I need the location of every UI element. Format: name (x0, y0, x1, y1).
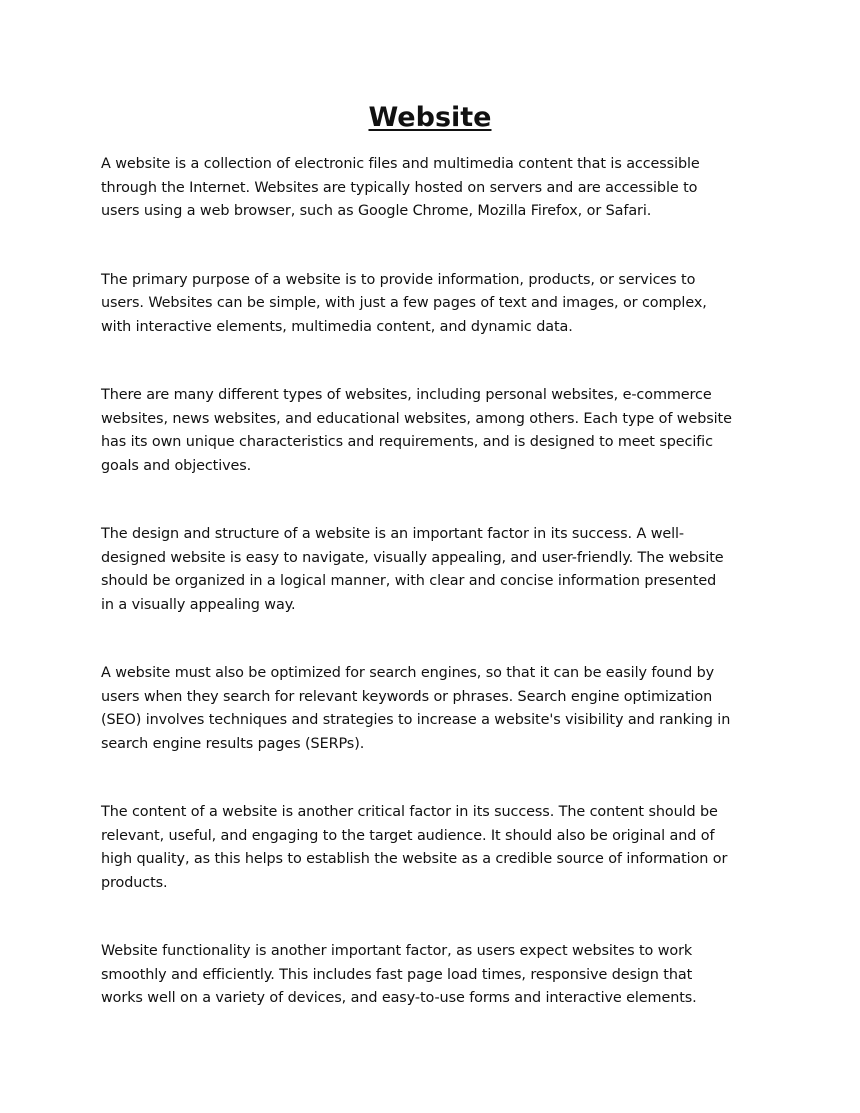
paragraph-line: websites, news websites, and educational websites, among others. Each type of website (101, 410, 732, 427)
paragraph-6 (101, 801, 763, 895)
document-body (101, 153, 763, 1056)
paragraph-line: high quality, as this helps to establish the website as a credible source of information or (101, 851, 728, 867)
paragraph-line: A website is a collection of electronic files and multimedia content that is accessible (101, 156, 700, 172)
paragraph-3 (101, 384, 763, 478)
paragraph-line: with interactive elements, multimedia content, and dynamic data. (101, 318, 573, 335)
paragraph-line: The design and structure of a website is an important factor in its success. A well- (101, 526, 685, 542)
paragraph-line: The primary purpose of a website is to provide information, products, or services to (101, 271, 696, 288)
paragraph-line: in a visually appealing way. (101, 596, 296, 613)
paragraph-line: The content of a website is another critical factor in its success. The content should be (101, 804, 718, 820)
paragraph-line: products. (101, 874, 168, 891)
paragraph-line: smoothly and efficiently. This includes fast page load times, responsive design that (101, 966, 693, 983)
paragraph-line: search engine results pages (SERPs). (101, 735, 365, 752)
paragraph-line: users when they search for relevant keywords or phrases. Search engine optimization (101, 688, 713, 705)
paragraph-line: has its own unique characteristics and requirements, and is designed to meet specific (101, 434, 713, 450)
paragraph-line: (SEO) involves techniques and strategies to increase a website's visibility and ranking in (101, 712, 731, 728)
paragraph-7 (101, 940, 763, 1011)
paragraph-line: users using a web browser, such as Google Chrome, Mozilla Firefox, or Safari. (101, 203, 652, 219)
paragraph-line: Website functionality is another important factor, as users expect websites to work (101, 943, 693, 959)
paragraph-2 (101, 269, 763, 340)
paragraph-line: goals and objectives. (101, 457, 252, 474)
paragraph-line: designed website is easy to navigate, visually appealing, and user-friendly. The website (101, 549, 724, 566)
paragraph-4 (101, 523, 763, 617)
paragraph-1 (101, 153, 763, 224)
paragraph-line: works well on a variety of devices, and easy-to-use forms and interactive elements. (101, 990, 697, 1006)
paragraph-5 (101, 662, 763, 756)
document-title: Website (368, 102, 492, 133)
paragraph-line: There are many different types of websites, including personal websites, e-commerce (101, 387, 712, 403)
paragraph-line: through the Internet. Websites are typically hosted on servers and are accessible to (101, 179, 698, 196)
paragraph-line: should be organized in a logical manner, with clear and concise information presented (101, 573, 717, 589)
paragraph-line: users. Websites can be simple, with just a few pages of text and images, or complex, (101, 295, 707, 311)
paragraph-line: relevant, useful, and engaging to the target audience. It should also be original and of (101, 827, 715, 844)
paragraph-line: A website must also be optimized for search engines, so that it can be easily found by (101, 665, 715, 681)
